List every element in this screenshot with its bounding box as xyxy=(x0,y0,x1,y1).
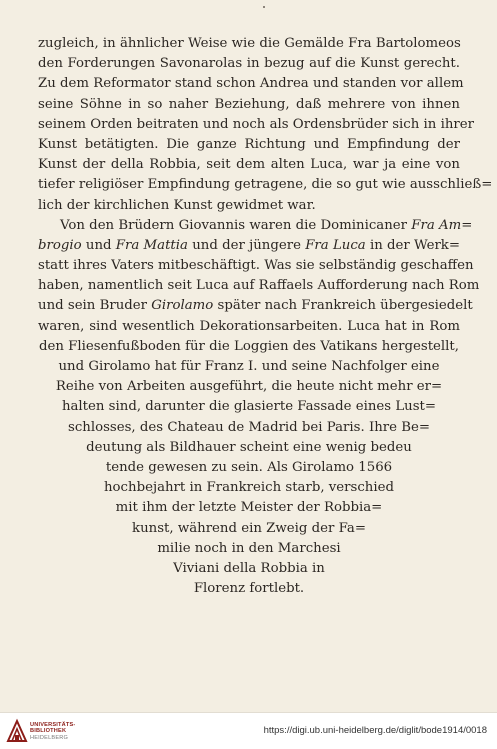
text-line: waren, sind wesentlich Dekorationsarbeiten. Luca hat in Rom xyxy=(38,318,460,334)
viewer-footer xyxy=(0,712,497,749)
text-line: Zu dem Reformator stand schon Andrea und standen vor allem xyxy=(38,76,464,92)
text-line: brogio und Fra Mattia und der jüngere Fra Luca in der Werk= xyxy=(38,237,461,253)
text-line: hochbejahrt in Frankreich starb, verschied xyxy=(103,480,394,496)
text-line: lich der kirchlichen Kunst gewidmet war. xyxy=(38,197,316,213)
text-line: haben, namentlich seit Luca auf Raffaels Aufforderung nach Rom xyxy=(38,278,480,294)
text-line: seinem Orden beitraten und noch als Ordensbrüder sich in ihrer xyxy=(38,116,474,132)
body-text xyxy=(38,34,493,599)
text-line: Von den Brüdern Giovannis waren die Dominicaner Fra Am= xyxy=(60,217,473,233)
text-line: statt ihres Vaters mitbeschäftigt. Was sie selbständig geschaffen xyxy=(38,258,474,274)
text-line: Reihe von Arbeiten ausgeführt, die heute nicht mehr er= xyxy=(55,379,443,395)
text-line: Florenz fortlebt. xyxy=(193,581,305,597)
library-logo-text xyxy=(30,722,76,741)
text-line: schlosses, des Chateau de Madrid bei Paris. Ihre Be= xyxy=(68,419,430,435)
text-line: Kunst der della Robbia, seit dem alten Luca, war ja eine von xyxy=(38,157,460,173)
text-line: deutung als Bildhauer scheint eine wenig bedeu xyxy=(86,439,412,455)
logo-line-3: HEIDELBERG xyxy=(30,734,69,741)
text-line: mit ihm der letzte Meister der Robbia= xyxy=(115,500,383,516)
text-line: seine Söhne in so naher Beziehung, daß mehrere von ihnen xyxy=(38,96,460,112)
text-line: tende gewesen zu sein. Als Girolamo 1566 xyxy=(105,459,393,475)
text-line: zugleich, in ähnlicher Weise wie die Gemälde Fra Bartolomeos xyxy=(38,36,461,51)
text-line: halten sind, darunter die glasierte Fassade eines Lust= xyxy=(61,399,437,415)
text-line: den Fliesenfußboden für die Loggien des Vatikans hergestellt, xyxy=(38,338,459,354)
text-line: Viviani della Robbia in xyxy=(173,560,325,576)
text-line: kunst, während ein Zweig der Fa= xyxy=(132,520,366,536)
library-logo-icon xyxy=(6,719,28,743)
text-line: und Girolamo hat für Franz I. und seine Nachfolger eine xyxy=(58,359,440,374)
logo-line-2: BIBLIOTHEK xyxy=(30,728,67,735)
text-line: den Forderungen Savonarolas in bezug auf die Kunst gerecht. xyxy=(38,56,460,72)
page-mark xyxy=(263,6,265,8)
text-line: tiefer religiöser Empfindung getragene, die so gut wie ausschließ= xyxy=(38,177,493,193)
source-url[interactable]: https://digi.ub.uni-heidelberg.de/diglit/bode1914/0018 xyxy=(263,725,487,736)
text-line: milie noch in den Marchesi xyxy=(157,540,341,556)
logo-line-1: UNIVERSITÄTS- xyxy=(30,722,76,728)
text-line: und sein Bruder Girolamo später nach Frankreich übergesiedelt xyxy=(38,298,473,314)
text-line: Kunst betätigten. Die ganze Richtung und Empfindung der xyxy=(38,136,460,152)
